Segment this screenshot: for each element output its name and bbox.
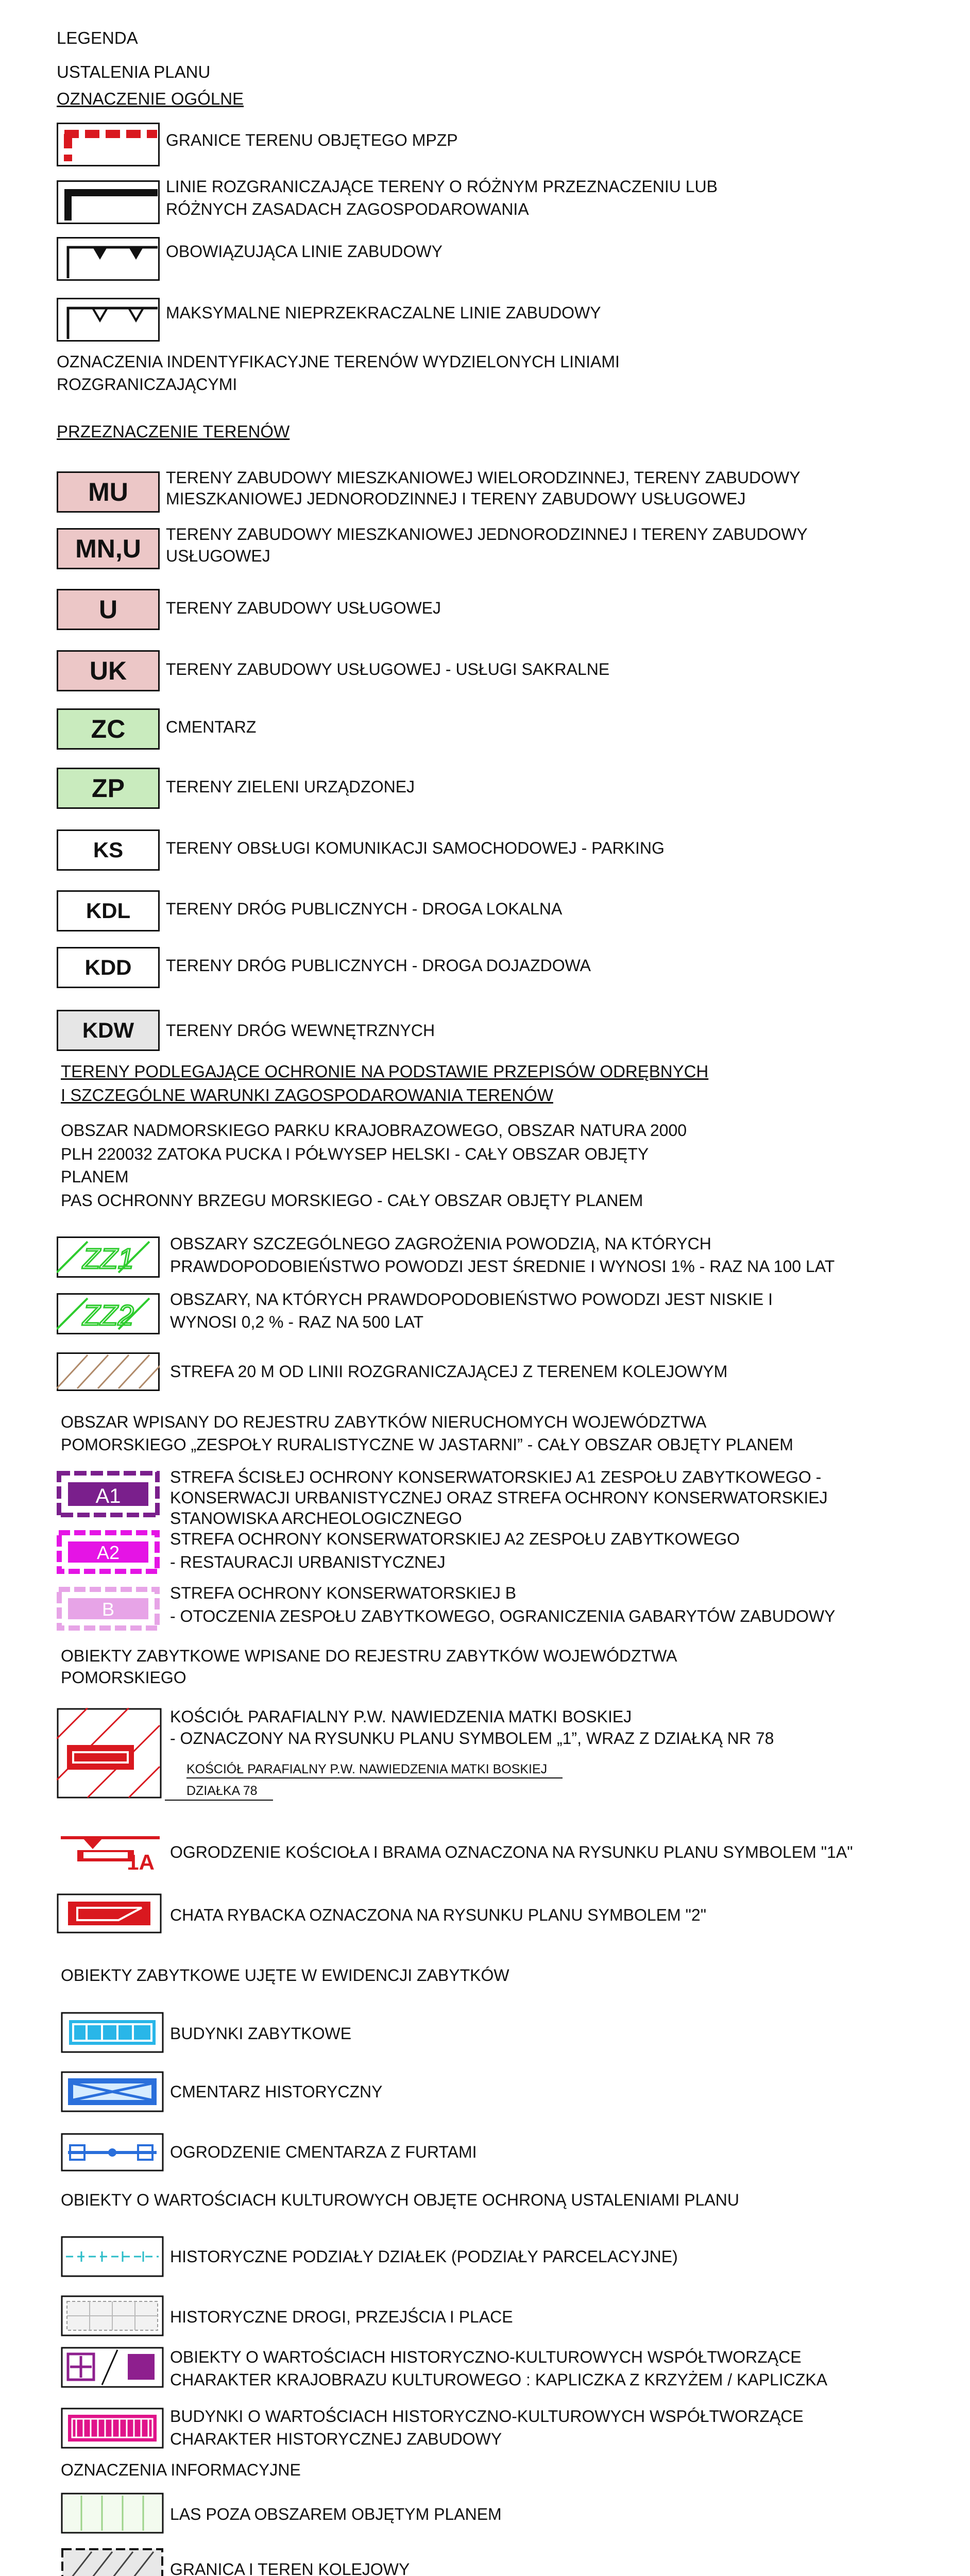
flood-zone-zz1-symbol	[57, 1236, 160, 1278]
cultural-item-buildings-2: CHARAKTER HISTORYCZNEJ ZABUDOWY	[170, 2430, 502, 2448]
forest-symbol	[61, 2493, 164, 2534]
flood-zz1-text-2: PRAWDOPODOBIEŃSTWO POWODZI JEST ŚREDNIE I WYNOSI 1% - RAZ NA 100 LAT	[170, 1257, 835, 1276]
church-small-label: KOŚCIÓŁ PARAFIALNY P.W. NAWIEDZENIA MATKI BOSKIEJ	[186, 1761, 563, 1778]
cultural-item-chapel-1: OBIEKTY O WARTOŚCIACH HISTORYCZNO-KULTUROWYCH WSPÓŁTWORZĄCE	[170, 2348, 802, 2366]
rail-strip-text: STREFA 20 M OD LINII ROZGRANICZAJĄCEJ Z TERENEM KOLEJOWYM	[170, 1362, 728, 1381]
historic-building-symbol	[61, 2012, 164, 2053]
fisher-hut-text: CHATA RYBACKA OZNACZONA NA RYSUNKU PLANU SYMBOLEM "2"	[170, 1906, 707, 1924]
identification-note-1: OZNACZENIA INDENTYFIKACYJNE TERENÓW WYDZIELONYCH LINIAMI	[57, 352, 620, 371]
zone-a1-text-1: STREFA ŚCISŁEJ OCHRONY KONSERWATORSKIEJ A1 ZESPOŁU ZABYTKOWEGO -	[170, 1468, 822, 1486]
land-use-heading: PRZEZNACZENIE TERENÓW	[57, 422, 290, 441]
protection-note-1: OBSZAR NADMORSKIEGO PARKU KRAJOBRAZOWEGO, OBSZAR NATURA 2000	[61, 1121, 687, 1140]
general-item-3: OBOWIĄZUJĄCA LINIE ZABUDOWY	[166, 242, 443, 261]
zone-b-text-2: - OTOCZENIA ZESPOŁU ZABYTKOWEGO, OGRANICZENIA GABARYTÓW ZABUDOWY	[170, 1607, 836, 1625]
railway-area-symbol	[61, 2548, 164, 2576]
dividing-line-symbol	[57, 180, 160, 224]
record-item-fence: OGRODZENIE CMENTARZA Z FURTAMI	[170, 2143, 477, 2161]
land-use-code-mnu: MN,U	[57, 528, 160, 569]
flood-zz2-text-1: OBSZARY, NA KTÓRYCH PRAWDOPODOBIEŃSTWO POWODZI JEST NISKIE I	[170, 1290, 773, 1309]
protection-note-4: PAS OCHRONNY BRZEGU MORSKIEGO - CAŁY OBSZAR OBJĘTY PLANEM	[61, 1191, 643, 1210]
record-item-cemetery: CMENTARZ HISTORYCZNY	[170, 2082, 383, 2101]
cultural-item-buildings-1: BUDYNKI O WARTOŚCIACH HISTORYCZNO-KULTUROWYCH WSPÓŁTWORZĄCE	[170, 2407, 804, 2426]
protection-note-2: PLH 220032 ZATOKA PUCKA I PÓŁWYSEP HELSKI - CAŁY OBSZAR OBJĘTY	[61, 1145, 649, 1163]
zone-b-symbol	[57, 1587, 160, 1631]
chapel-symbol	[61, 2347, 164, 2388]
land-use-text-u: TERENY ZABUDOWY USŁUGOWEJ	[166, 599, 441, 617]
zone-b-text-1: STREFA OCHRONY KONSERWATORSKIEJ B	[170, 1584, 517, 1602]
church-fence-symbol	[57, 1832, 165, 1873]
land-use-code-u: U	[57, 589, 160, 630]
info-item-forest: LAS POZA OBSZAREM OBJĘTYM PLANEM	[170, 2505, 502, 2523]
land-use-text-mu-1: TERENY ZABUDOWY MIESZKANIOWEJ WIELORODZINNEJ, TERENY ZABUDOWY	[166, 468, 801, 487]
register-note-1: OBSZAR WPISANY DO REJESTRU ZABYTKÓW NIERUCHOMYCH WOJEWÓDZTWA	[61, 1413, 707, 1431]
legend-title: LEGENDA	[57, 28, 138, 47]
flood-zz1-text-1: OBSZARY SZCZEGÓLNEGO ZAGROŻENIA POWODZIĄ, NA KTÓRYCH	[170, 1234, 711, 1253]
church-fence-text: OGRODZENIE KOŚCIOŁA I BRAMA OZNACZONA NA RYSUNKU PLANU SYMBOLEM "1A"	[170, 1843, 853, 1861]
land-use-text-mu-2: MIESZKANIOWEJ JEDNORODZINNEJ I TERENY ZABUDOWY USŁUGOWEJ	[166, 489, 746, 508]
land-use-text-zc: CMENTARZ	[166, 718, 257, 736]
land-use-text-uk: TERENY ZABUDOWY USŁUGOWEJ - USŁUGI SAKRALNE	[166, 660, 610, 679]
plan-boundary-symbol	[57, 123, 160, 166]
obligatory-building-line-symbol	[57, 237, 160, 281]
register-note-2: POMORSKIEGO „ZESPOŁY RURALISTYCZNE W JASTARNI” - CAŁY OBSZAR OBJĘTY PLANEM	[61, 1435, 793, 1454]
cultural-item-roads: HISTORYCZNE DROGI, PRZEJŚCIA I PLACE	[170, 2308, 513, 2326]
protection-note-3: PLANEM	[61, 1167, 129, 1186]
protection-heading-2: I SZCZEGÓLNE WARUNKI ZAGOSPODAROWANIA TERENÓW	[61, 1086, 553, 1105]
church-text-2: - OZNACZONY NA RYSUNKU PLANU SYMBOLEM „1”, WRAZ Z DZIAŁKĄ NR 78	[170, 1729, 774, 1748]
land-use-code-uk: UK	[57, 650, 160, 691]
general-item-1: GRANICE TERENU OBJĘTEGO MPZP	[166, 131, 458, 149]
church-symbol	[57, 1708, 165, 1801]
zone-a2-label: A2	[96, 1542, 120, 1563]
land-use-text-kdd: TERENY DRÓG PUBLICZNYCH - DROGA DOJAZDOWA	[166, 956, 591, 975]
land-use-code-ks: KS	[57, 829, 160, 871]
land-use-code-kdl: KDL	[57, 890, 160, 931]
protection-heading-1: TERENY PODLEGAJĄCE OCHRONIE NA PODSTAWIE PRZEPISÓW ODRĘBNYCH	[61, 1062, 709, 1081]
general-item-2b: RÓŻNYCH ZASADACH ZAGOSPODAROWANIA	[166, 200, 529, 218]
zone-a1-symbol	[57, 1471, 160, 1517]
land-use-text-kdl: TERENY DRÓG PUBLICZNYCH - DROGA LOKALNA	[166, 900, 563, 918]
general-item-2a: LINIE ROZGRANICZAJĄCE TERENY O RÓŻNYM PRZEZNACZENIU LUB	[166, 177, 718, 196]
info-item-railway-area: GRANICA I TEREN KOLEJOWY	[170, 2560, 410, 2576]
flood-zone-zz1-label: ZZ1	[82, 1242, 134, 1275]
land-use-code-mu: MU	[57, 471, 160, 513]
land-use-code-zp: ZP	[57, 768, 160, 809]
zone-a1-text-2: KONSERWACJI URBANISTYCZNEJ ORAZ STREFA OCHRONY KONSERWATORSKIEJ	[170, 1488, 828, 1507]
cemetery-fence-symbol	[61, 2133, 164, 2172]
flood-zone-zz2-symbol	[57, 1293, 160, 1334]
land-use-code-kdw: KDW	[57, 1010, 160, 1051]
zone-a2-symbol	[57, 1530, 160, 1574]
church-fence-label: 1A	[127, 1850, 155, 1873]
land-use-text-mnu-1: TERENY ZABUDOWY MIESZKANIOWEJ JEDNORODZINNEJ I TERENY ZABUDOWY	[166, 525, 808, 544]
church-plot-underline	[165, 1800, 273, 1801]
zone-a2-text-2: - RESTAURACJI URBANISTYCZNEJ	[170, 1553, 446, 1571]
cultural-heading: OBIEKTY O WARTOŚCIACH KULTUROWYCH OBJĘTE OCHRONĄ USTALENIAMI PLANU	[61, 2191, 739, 2209]
historic-buildings-symbol	[61, 2408, 164, 2449]
maximum-building-line-symbol	[57, 298, 160, 342]
identification-note-2: ROZGRANICZAJĄCYMI	[57, 375, 237, 394]
zone-b-label: B	[101, 1599, 115, 1620]
plan-settings-title: USTALENIA PLANU	[57, 62, 211, 81]
church-plot-label: DZIAŁKA 78	[186, 1784, 258, 1798]
fisher-hut-symbol	[57, 1893, 165, 1935]
land-use-text-kdw: TERENY DRÓG WEWNĘTRZNYCH	[166, 1021, 435, 1040]
flood-zone-zz2-label: ZZ2	[82, 1299, 134, 1331]
cultural-item-chapel-2: CHARAKTER KRAJOBRAZU KULTUROWEGO : KAPLICZKA Z KRZYŻEM / KAPLICZKA	[170, 2370, 828, 2389]
land-use-text-mnu-2: USŁUGOWEJ	[166, 547, 270, 565]
general-item-4: MAKSYMALNE NIEPRZEKRACZALNE LINIE ZABUDOWY	[166, 303, 601, 322]
cultural-item-plots: HISTORYCZNE PODZIAŁY DZIAŁEK (PODZIAŁY PARCELACYJNE)	[170, 2247, 678, 2266]
land-use-code-kdd: KDD	[57, 947, 160, 988]
zone-a1-label: A1	[95, 1485, 121, 1507]
historic-roads-symbol	[61, 2295, 164, 2336]
register-objects-heading-2: POMORSKIEGO	[61, 1668, 186, 1687]
general-heading: OZNACZENIE OGÓLNE	[57, 89, 244, 108]
land-use-code-zc: ZC	[57, 708, 160, 750]
historic-cemetery-symbol	[61, 2071, 164, 2112]
historic-plot-division-symbol	[61, 2236, 164, 2277]
info-heading: OZNACZENIA INFORMACYJNE	[61, 2461, 301, 2479]
zone-a2-text-1: STREFA OCHRONY KONSERWATORSKIEJ A2 ZESPOŁU ZABYTKOWEGO	[170, 1530, 740, 1548]
flood-zz2-text-2: WYNOSI 0,2 % - RAZ NA 500 LAT	[170, 1313, 423, 1331]
rail-strip-symbol	[57, 1352, 160, 1391]
church-text-1: KOŚCIÓŁ PARAFIALNY P.W. NAWIEDZENIA MATKI BOSKIEJ	[170, 1707, 632, 1726]
land-use-text-zp: TERENY ZIELENI URZĄDZONEJ	[166, 777, 415, 796]
record-item-buildings: BUDYNKI ZABYTKOWE	[170, 2024, 352, 2043]
register-objects-heading-1: OBIEKTY ZABYTKOWE WPISANE DO REJESTRU ZABYTKÓW WOJEWÓDZTWA	[61, 1647, 677, 1665]
record-heading: OBIEKTY ZABYTKOWE UJĘTE W EWIDENCJI ZABYTKÓW	[61, 1966, 509, 1985]
land-use-text-ks: TERENY OBSŁUGI KOMUNIKACJI SAMOCHODOWEJ - PARKING	[166, 839, 665, 857]
zone-a1-text-3: STANOWISKA ARCHEOLOGICZNEGO	[170, 1509, 462, 1528]
